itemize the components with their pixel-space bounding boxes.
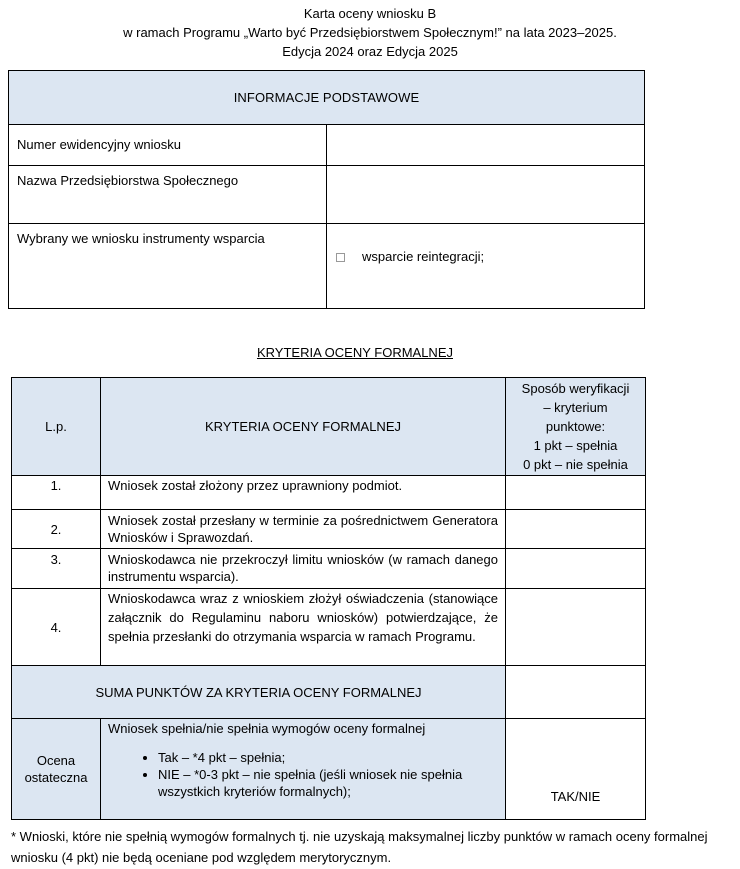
- final-options-list: [108, 749, 498, 800]
- formal-criteria-table: [11, 377, 646, 820]
- criterion-text: Wniosek został przesłany w terminie za pośrednictwem Generatora Wniosków i Sprawozdań.: [101, 510, 506, 549]
- document-edition: Edycja 2024 oraz Edycja 2025: [282, 44, 458, 59]
- company-name-label: Nazwa Przedsiębiorstwa Społecznego: [9, 166, 327, 224]
- application-number-field[interactable]: [327, 125, 645, 166]
- company-name-field[interactable]: [327, 166, 645, 224]
- final-assessment-value[interactable]: TAK/NIE: [506, 719, 646, 820]
- table-row: [12, 476, 646, 510]
- criterion-number: 4.: [12, 589, 101, 666]
- criterion-number: 1.: [12, 476, 101, 510]
- application-number-label: Numer ewidencyjny wniosku: [9, 125, 327, 166]
- sum-points-field[interactable]: [506, 666, 646, 719]
- table-row: [12, 510, 646, 549]
- document-subtitle: w ramach Programu „Warto być Przedsiębiorstwem Społecznym!” na lata 2023–2025.: [123, 25, 617, 40]
- criterion-score-field[interactable]: [506, 589, 646, 666]
- col-criteria-header: KRYTERIA OCENY FORMALNEJ: [101, 378, 506, 476]
- support-instruments-field: [327, 224, 645, 309]
- criterion-score-field[interactable]: [506, 549, 646, 589]
- sum-points-label: SUMA PUNKTÓW ZA KRYTERIA OCENY FORMALNEJ: [12, 666, 506, 719]
- criterion-score-field[interactable]: [506, 476, 646, 510]
- final-assessment-label: Ocena ostateczna: [12, 719, 101, 820]
- method-line: punktowe:: [545, 419, 606, 434]
- criterion-text: Wnioskodawca nie przekroczył limitu wniosków (w ramach danego instrumentu wsparcia).: [101, 549, 506, 589]
- method-line: 1 pkt – spełnia: [533, 438, 618, 453]
- table-row: [12, 549, 646, 589]
- criterion-number: 3.: [12, 549, 101, 589]
- checkbox-icon[interactable]: [336, 253, 345, 262]
- list-item: • NIE – *0-3 pkt – nie spełnia (jeśli wniosek nie spełnia wszystkich kryteriów formalnych);: [158, 766, 498, 800]
- table-row: [12, 589, 646, 666]
- footnote: * Wnioski, które nie spełnią wymogów formalnych tj. nie uzyskają maksymalnej liczby punktów w ramach oceny formalnej wniosku (4 pkt) nie będą oceniane pod względem merytorycznym.: [11, 829, 708, 865]
- document-title: Karta oceny wniosku B: [303, 6, 437, 21]
- final-assessment-details: [101, 719, 506, 820]
- col-lp-header: L.p.: [12, 378, 101, 476]
- list-item: • Tak – *4 pkt – spełnia;: [158, 749, 498, 766]
- support-option-label: wsparcie reintegracji;: [362, 249, 485, 264]
- criterion-text: Wnioskodawca wraz z wnioskiem złożył oświadczenia (stanowiące załącznik do Regulaminu naboru wniosków) potwierdzające, że spełnia przesłanki do otrzymania wsparcia w ramach Programu.: [101, 589, 506, 666]
- formal-criteria-title: KRYTERIA OCENY FORMALNEJ: [256, 345, 453, 360]
- col-method-header: [506, 378, 646, 476]
- final-assessment-heading: Wniosek spełnia/nie spełnia wymogów oceny formalnej: [108, 721, 426, 736]
- basic-info-title: INFORMACJE PODSTAWOWE: [9, 71, 645, 125]
- basic-info-table: [8, 70, 645, 309]
- criterion-text: Wniosek został złożony przez uprawniony podmiot.: [101, 476, 506, 510]
- method-line: Sposób weryfikacji: [521, 381, 630, 396]
- criterion-number: 2.: [12, 510, 101, 549]
- support-instruments-label: Wybrany we wniosku instrumenty wsparcia: [9, 224, 327, 309]
- method-line: – kryterium: [543, 400, 608, 415]
- criterion-score-field[interactable]: [506, 510, 646, 549]
- method-line: 0 pkt – nie spełnia: [523, 457, 628, 472]
